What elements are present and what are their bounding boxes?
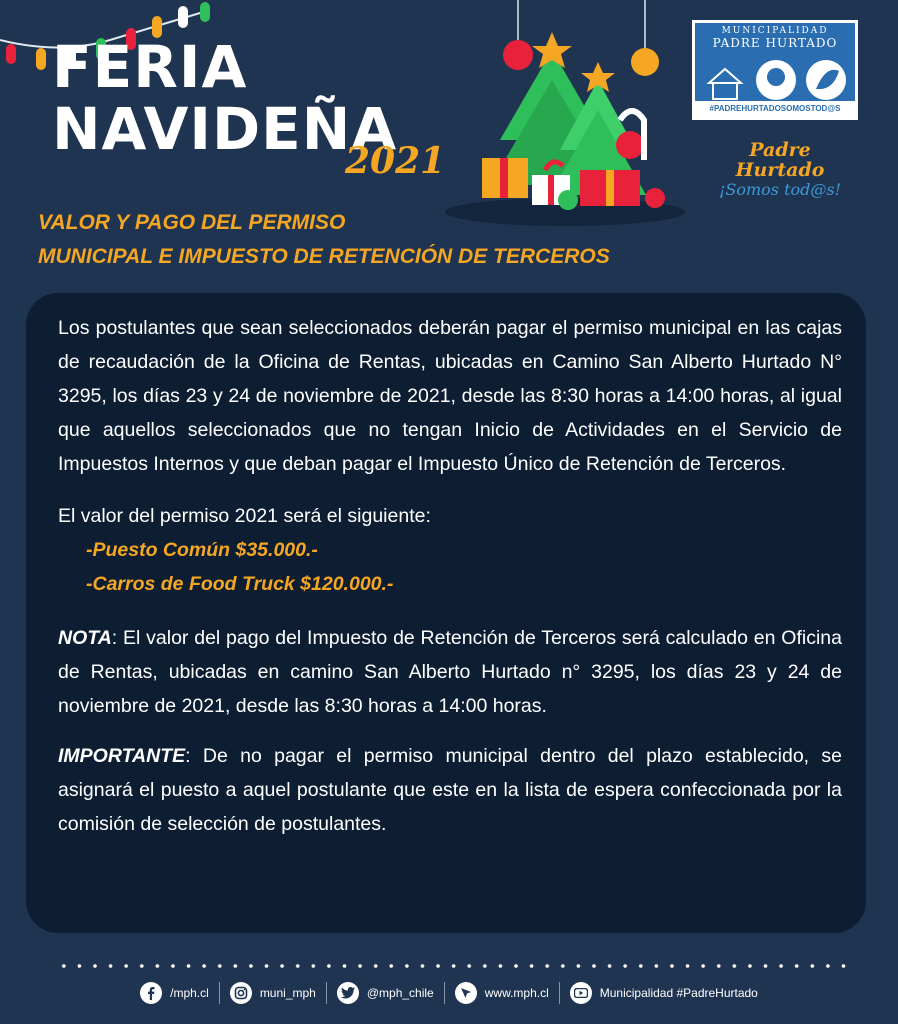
facebook-handle: /mph.cl — [170, 986, 209, 1000]
nota-label: NOTA — [58, 627, 112, 649]
logo-hashtag: #PADREHURTADOSOMOSTOD@S — [695, 101, 855, 117]
section-subtitle — [38, 206, 610, 274]
twitter-link[interactable] — [326, 982, 444, 1004]
instagram-icon — [230, 982, 252, 1004]
youtube-link[interactable] — [559, 982, 768, 1004]
website-url: www.mph.cl — [484, 986, 549, 1000]
facebook-icon — [140, 982, 162, 1004]
instagram-handle: muni_mph — [259, 986, 316, 1000]
payment-paragraph: Los postulantes que sean seleccionados deberán pagar el permiso municipal en las cajas de recaudación de la Oficina de Rentas, ubicadas en Camino San Alberto Hurtado N° 3295, los días 23 y 24 de noviembre de 2021, desde las 8:30 horas a 14:00 horas, al igual que aquellos seleccionados que no tengan Inicio de Actividades en el Servicio de Impuestos Internos y que deban pagar el Impuesto Único de Retención de Terceros. — [58, 317, 842, 475]
cursor-icon — [455, 982, 477, 1004]
christmas-tree-illustration — [440, 0, 700, 230]
dotted-divider — [56, 962, 846, 970]
youtube-channel: Municipalidad #PadreHurtado — [599, 986, 758, 1000]
slogan-line1: Padre — [749, 139, 811, 161]
slogan-line2: Hurtado — [735, 159, 825, 181]
info-panel — [26, 293, 866, 933]
price-food-truck: -Carros de Food Truck $120.000.- — [86, 573, 394, 595]
subtitle-line2: MUNICIPAL E IMPUESTO DE RETENCIÓN DE TERCEROS — [38, 245, 610, 268]
event-year: 2021 — [345, 140, 446, 182]
twitter-handle: @mph_chile — [366, 986, 434, 1000]
title-line1: FERIA — [52, 33, 248, 101]
nota-text: : El valor del pago del Impuesto de Retención de Terceros será calculado en Oficina de Rentas, ubicadas en camino San Alberto Hurtado n° 3295, los días 23 y 24 de noviembre de 2021, desde las 8:30 horas a 14:00 horas. — [58, 627, 842, 717]
value-intro: El valor del permiso 2021 será el siguiente: — [58, 505, 431, 527]
city-slogan — [715, 140, 845, 200]
logo-line2: PADRE HURTADO — [712, 36, 838, 50]
slogan-line3: ¡Somos tod@s! — [718, 180, 842, 199]
social-footer — [0, 980, 898, 1006]
price-puesto-comun: -Puesto Común $35.000.- — [86, 539, 318, 561]
municipality-logo — [692, 20, 858, 120]
subtitle-line1: VALOR Y PAGO DEL PERMISO — [38, 211, 346, 234]
logo-line1: MUNICIPALIDAD — [721, 26, 829, 36]
twitter-icon — [337, 982, 359, 1004]
website-link[interactable] — [444, 982, 559, 1004]
logo-emblem-icon — [701, 57, 851, 103]
nota-paragraph — [58, 621, 842, 723]
importante-text: : De no pagar el permiso municipal dentro del plazo establecido, se asignará el puesto a aquel postulante que este en la lista de espera confeccionada por la comisión de selección de postulantes. — [58, 745, 842, 835]
instagram-link[interactable] — [219, 982, 326, 1004]
importante-paragraph — [58, 739, 842, 841]
importante-label: IMPORTANTE — [58, 745, 186, 767]
youtube-icon — [570, 982, 592, 1004]
title-line2: NAVIDEÑA — [52, 95, 398, 163]
facebook-link[interactable] — [130, 982, 219, 1004]
